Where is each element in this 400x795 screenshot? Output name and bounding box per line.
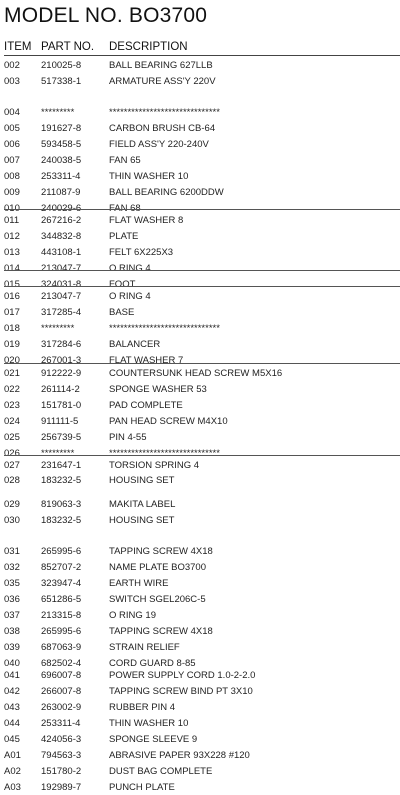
part-number: 253311-4	[41, 171, 81, 182]
table-row	[0, 669, 400, 683]
part-number: 267001-3	[41, 355, 82, 366]
item-number: 009	[4, 187, 20, 198]
part-number: 213047-7	[41, 263, 82, 274]
part-description: SPONGE SLEEVE 9	[109, 734, 198, 745]
part-description: CORD GUARD 8-85	[109, 658, 196, 669]
part-description: HOUSING SET	[109, 475, 175, 486]
part-number: 191627-8	[41, 123, 82, 134]
header-divider	[4, 55, 400, 56]
part-description: PIN 4-55	[109, 432, 147, 443]
part-description: FIELD ASS'Y 220-240V	[109, 139, 209, 150]
item-number: 010	[4, 203, 20, 214]
part-description: O RING 4	[109, 291, 151, 302]
table-row	[0, 262, 400, 276]
part-description: SPONGE WASHER 53	[109, 384, 207, 395]
item-number: 018	[4, 323, 20, 334]
item-number: 003	[4, 76, 20, 87]
part-description: RUBBER PIN 4	[109, 702, 175, 713]
part-number: 517338-1	[41, 76, 82, 87]
table-row	[0, 338, 400, 352]
table-row	[0, 609, 400, 623]
table-row	[0, 685, 400, 699]
column-header-description: DESCRIPTION	[109, 41, 188, 53]
item-number: A02	[4, 766, 21, 777]
item-number: 008	[4, 171, 20, 182]
table-row	[0, 246, 400, 260]
part-number: 213047-7	[41, 291, 82, 302]
part-description: PUNCH PLATE	[109, 782, 175, 793]
table-row	[0, 593, 400, 607]
table-row	[0, 514, 400, 528]
item-number: 014	[4, 263, 20, 274]
item-number: 043	[4, 702, 20, 713]
part-number: 912222-9	[41, 368, 82, 379]
part-description: TORSION SPRING 4	[109, 460, 200, 471]
table-row	[0, 154, 400, 168]
table-row	[0, 498, 400, 512]
part-number: 192989-7	[41, 782, 82, 793]
part-description: BALL BEARING 6200DDW	[109, 187, 224, 198]
table-row	[0, 545, 400, 559]
table-row	[0, 186, 400, 200]
table-row	[0, 781, 400, 795]
item-number: 030	[4, 515, 20, 526]
part-number: 213315-8	[41, 610, 82, 621]
part-description: ARMATURE ASS'Y 220V	[109, 76, 216, 87]
table-row	[0, 322, 400, 336]
part-number: 852707-2	[41, 562, 82, 573]
item-number: 007	[4, 155, 20, 166]
item-number: 044	[4, 718, 20, 729]
item-number: 036	[4, 594, 20, 605]
part-description: ******************************	[109, 107, 220, 118]
part-description: CARBON BRUSH CB-64	[109, 123, 216, 134]
item-number: 017	[4, 307, 20, 318]
part-number: 266007-8	[41, 686, 82, 697]
part-description: FLAT WASHER 8	[109, 215, 184, 226]
item-number: 012	[4, 231, 20, 242]
part-number: 911111-5	[41, 416, 79, 427]
part-number: *********	[41, 323, 75, 334]
row-group-divider	[4, 363, 400, 364]
item-number: 002	[4, 60, 20, 71]
row-group-divider	[4, 270, 400, 271]
item-number: 005	[4, 123, 20, 134]
part-number: 682502-4	[41, 658, 82, 669]
item-number: 032	[4, 562, 20, 573]
item-number: 045	[4, 734, 20, 745]
model-title: MODEL NO. BO3700	[4, 4, 208, 27]
part-number: 696007-8	[41, 670, 82, 681]
part-number: *********	[41, 448, 75, 459]
item-number: 040	[4, 658, 20, 669]
table-row	[0, 459, 400, 473]
table-row	[0, 138, 400, 152]
part-number: 151780-2	[41, 766, 82, 777]
table-row	[0, 415, 400, 429]
column-header-part-no: PART NO.	[41, 41, 95, 53]
part-number: 651286-5	[41, 594, 82, 605]
table-row	[0, 122, 400, 136]
part-description: BALL BEARING 627LLB	[109, 60, 213, 71]
part-description: PLATE	[109, 231, 139, 242]
table-row	[0, 354, 400, 368]
item-number: 019	[4, 339, 20, 350]
part-number: 183232-5	[41, 515, 82, 526]
part-description: ABRASIVE PAPER 93X228 #120	[109, 750, 250, 761]
item-number: A01	[4, 750, 21, 761]
item-number: 041	[4, 670, 20, 681]
part-number: 151781-0	[41, 400, 82, 411]
part-description: MAKITA LABEL	[109, 499, 176, 510]
part-number: 256739-5	[41, 432, 82, 443]
item-number: 027	[4, 460, 20, 471]
part-number: 253311-4	[41, 718, 81, 729]
table-row	[0, 214, 400, 228]
part-number: 231647-1	[41, 460, 82, 471]
part-number: 593458-5	[41, 139, 82, 150]
table-header	[0, 41, 400, 55]
part-description: O RING 19	[109, 610, 156, 621]
item-number: 028	[4, 475, 20, 486]
part-number: 317284-6	[41, 339, 82, 350]
part-number: 263002-9	[41, 702, 82, 713]
part-number: 183232-5	[41, 475, 82, 486]
row-group-divider	[4, 209, 400, 210]
part-description: FLAT WASHER 7	[109, 355, 184, 366]
part-description: TAPPING SCREW 4X18	[109, 626, 213, 637]
part-number: 267216-2	[41, 215, 82, 226]
row-group-divider	[4, 286, 400, 287]
table-row	[0, 431, 400, 445]
item-number: 021	[4, 368, 20, 379]
item-number: 029	[4, 499, 20, 510]
part-number: 240029-6	[41, 203, 82, 214]
part-description: STRAIN RELIEF	[109, 642, 180, 653]
part-number: 323947-4	[41, 578, 82, 589]
table-row	[0, 733, 400, 747]
item-number: 026	[4, 448, 20, 459]
table-row	[0, 399, 400, 413]
part-number: 265995-6	[41, 626, 82, 637]
table-row	[0, 561, 400, 575]
item-number: A03	[4, 782, 21, 793]
part-number: 819063-3	[41, 499, 82, 510]
item-number: 042	[4, 686, 20, 697]
part-description: THIN WASHER 10	[109, 171, 189, 182]
table-row	[0, 170, 400, 184]
table-row	[0, 290, 400, 304]
table-row	[0, 577, 400, 591]
part-description: FAN 65	[109, 155, 141, 166]
item-number: 004	[4, 107, 20, 118]
part-description: EARTH WIRE	[109, 578, 169, 589]
part-description: O RING 4	[109, 263, 151, 274]
part-description: COUNTERSUNK HEAD SCREW M5X16	[109, 368, 283, 379]
item-number: 025	[4, 432, 20, 443]
item-number: 024	[4, 416, 20, 427]
part-description: SWITCH SGEL206C-5	[109, 594, 206, 605]
part-description: NAME PLATE BO3700	[109, 562, 206, 573]
item-number: 037	[4, 610, 20, 621]
table-row	[0, 230, 400, 244]
part-description: ******************************	[109, 323, 220, 334]
table-row	[0, 367, 400, 381]
part-number: 324031-8	[41, 279, 82, 290]
item-number: 011	[4, 215, 20, 226]
part-description: FAN 68	[109, 203, 141, 214]
item-number: 022	[4, 384, 20, 395]
part-description: DUST BAG COMPLETE	[109, 766, 213, 777]
part-number: *********	[41, 107, 75, 118]
table-row	[0, 641, 400, 655]
item-number: 023	[4, 400, 20, 411]
part-description: TAPPING SCREW 4X18	[109, 546, 213, 557]
item-number: 038	[4, 626, 20, 637]
part-description: THIN WASHER 10	[109, 718, 189, 729]
item-number: 015	[4, 279, 20, 290]
row-group-divider	[4, 455, 400, 456]
part-number: 687063-9	[41, 642, 82, 653]
part-description: PAD COMPLETE	[109, 400, 183, 411]
part-description: PAN HEAD SCREW M4X10	[109, 416, 228, 427]
table-row	[0, 306, 400, 320]
part-description: POWER SUPPLY CORD 1.0-2-2.0	[109, 670, 256, 681]
part-description: BASE	[109, 307, 135, 318]
item-number: 013	[4, 247, 20, 258]
part-number: 344832-8	[41, 231, 82, 242]
part-description: FOOT	[109, 279, 136, 290]
table-row	[0, 701, 400, 715]
table-row	[0, 717, 400, 731]
part-description: FELT 6X225X3	[109, 247, 174, 258]
part-description: BALANCER	[109, 339, 161, 350]
table-row	[0, 625, 400, 639]
part-description: ******************************	[109, 448, 220, 459]
part-number: 211087-9	[41, 187, 81, 198]
item-number: 020	[4, 355, 20, 366]
table-row	[0, 474, 400, 488]
table-row	[0, 765, 400, 779]
item-number: 039	[4, 642, 20, 653]
part-number: 424056-3	[41, 734, 82, 745]
item-number: 035	[4, 578, 20, 589]
item-number: 031	[4, 546, 20, 557]
part-description: HOUSING SET	[109, 515, 175, 526]
part-number: 265995-6	[41, 546, 82, 557]
item-number: 006	[4, 139, 20, 150]
table-row	[0, 106, 400, 120]
part-number: 261114-2	[41, 384, 80, 395]
part-number: 443108-1	[41, 247, 82, 258]
item-number: 016	[4, 291, 20, 302]
part-number: 794563-3	[41, 750, 82, 761]
table-row	[0, 75, 400, 89]
part-number: 240038-5	[41, 155, 82, 166]
part-description: TAPPING SCREW BIND PT 3X10	[109, 686, 253, 697]
table-row	[0, 749, 400, 763]
column-header-item: ITEM	[4, 41, 32, 53]
part-number: 317285-4	[41, 307, 82, 318]
table-row	[0, 383, 400, 397]
part-number: 210025-8	[41, 60, 82, 71]
table-row	[0, 59, 400, 73]
